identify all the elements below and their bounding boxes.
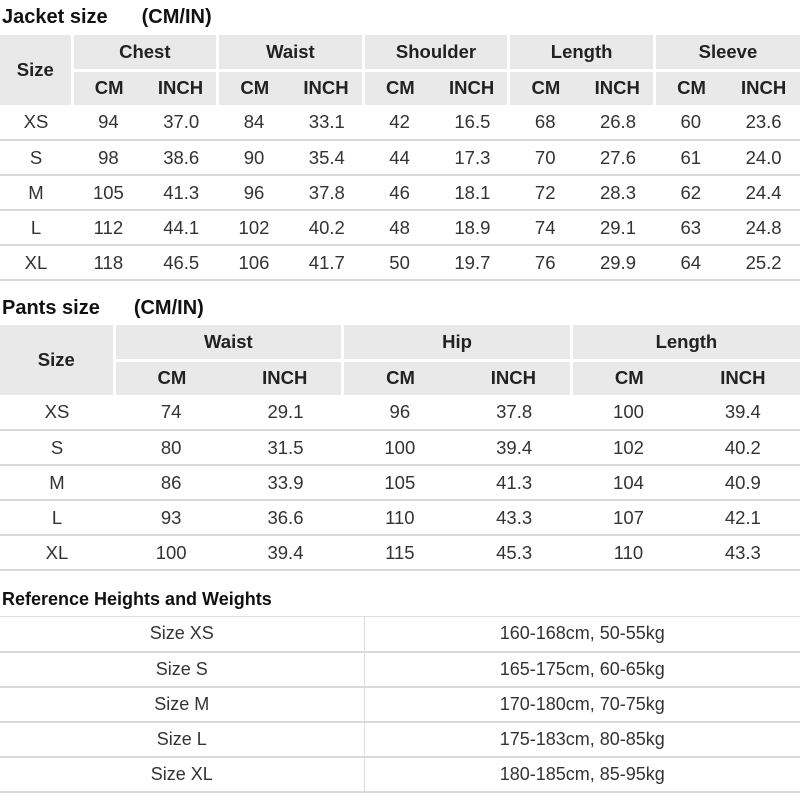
value-cell: 102 [571,430,685,465]
table-row [0,757,800,792]
pants-unit-text: (CM/IN) [133,297,204,319]
unit-header: CM [72,70,145,105]
table-row [0,430,800,465]
jacket-size-title [2,6,212,29]
group-header: Length [509,35,655,70]
size-header: Size [0,325,114,395]
value-cell: 44 [363,140,436,175]
value-cell: 36.6 [228,500,342,535]
value-cell: 28.3 [582,175,655,210]
group-header: Length [571,325,800,360]
jacket-unit-text: (CM/IN) [141,6,212,28]
unit-header: CM [343,360,457,395]
size-cell: L [0,210,72,245]
pants-title-text: Pants size [2,297,100,319]
value-cell: 44.1 [145,210,218,245]
table-row [0,722,800,757]
group-header: Sleeve [654,35,800,70]
value-cell: 38.6 [145,140,218,175]
value-cell: 72 [509,175,582,210]
value-cell: 37.8 [290,175,363,210]
value-cell: 18.1 [436,175,509,210]
value-cell: 74 [114,395,228,430]
unit-header: CM [363,70,436,105]
table-row [0,140,800,175]
table-row [0,105,800,140]
value-cell: 110 [571,535,685,570]
size-cell: XS [0,105,72,140]
value-cell: 60 [654,105,727,140]
value-cell: 24.8 [727,210,800,245]
value-cell: 19.7 [436,245,509,280]
header-row [0,325,800,360]
unit-header: INCH [228,360,342,395]
value-cell: 68 [509,105,582,140]
value-cell: 106 [218,245,291,280]
value-cell: 31.5 [228,430,342,465]
group-header: Chest [72,35,218,70]
value-cell: 24.4 [727,175,800,210]
value-cell: 41.3 [457,465,571,500]
height-weight-cell: 170-180cm, 70-75kg [364,687,800,722]
value-cell: 43.3 [457,500,571,535]
value-cell: 37.0 [145,105,218,140]
unit-header: CM [654,70,727,105]
value-cell: 100 [114,535,228,570]
size-cell: L [0,500,114,535]
value-cell: 115 [343,535,457,570]
value-cell: 41.3 [145,175,218,210]
table-row [0,652,800,687]
value-cell: 93 [114,500,228,535]
unit-header: INCH [727,70,800,105]
value-cell: 29.1 [228,395,342,430]
table-row [0,245,800,280]
value-cell: 29.9 [582,245,655,280]
reference-title [2,589,272,610]
jacket-title-text: Jacket size [2,6,108,28]
size-cell: S [0,430,114,465]
value-cell: 50 [363,245,436,280]
size-label-cell: Size L [0,722,364,757]
value-cell: 74 [509,210,582,245]
value-cell: 43.3 [686,535,800,570]
height-weight-cell: 165-175cm, 60-65kg [364,652,800,687]
jacket-size-table [0,35,800,281]
height-weight-cell: 180-185cm, 85-95kg [364,757,800,792]
value-cell: 63 [654,210,727,245]
value-cell: 16.5 [436,105,509,140]
size-cell: M [0,465,114,500]
value-cell: 23.6 [727,105,800,140]
value-cell: 80 [114,430,228,465]
group-header: Shoulder [363,35,509,70]
value-cell: 70 [509,140,582,175]
value-cell: 35.4 [290,140,363,175]
group-header: Waist [114,325,343,360]
value-cell: 86 [114,465,228,500]
header-row [0,35,800,70]
table-row [0,175,800,210]
table-row [0,617,800,652]
table-row [0,535,800,570]
value-cell: 42 [363,105,436,140]
value-cell: 41.7 [290,245,363,280]
value-cell: 39.4 [228,535,342,570]
value-cell: 40.2 [290,210,363,245]
unit-header: INCH [290,70,363,105]
value-cell: 40.9 [686,465,800,500]
value-cell: 46 [363,175,436,210]
size-cell: XL [0,535,114,570]
value-cell: 18.9 [436,210,509,245]
value-cell: 104 [571,465,685,500]
height-weight-cell: 175-183cm, 80-85kg [364,722,800,757]
pants-size-title [2,297,204,320]
value-cell: 33.9 [228,465,342,500]
value-cell: 26.8 [582,105,655,140]
value-cell: 64 [654,245,727,280]
value-cell: 96 [343,395,457,430]
value-cell: 24.0 [727,140,800,175]
unit-header: INCH [145,70,218,105]
value-cell: 33.1 [290,105,363,140]
size-label-cell: Size S [0,652,364,687]
reference-title-text: Reference Heights and Weights [2,589,272,609]
value-cell: 39.4 [457,430,571,465]
value-cell: 112 [72,210,145,245]
value-cell: 48 [363,210,436,245]
unit-header: INCH [686,360,800,395]
height-weight-cell: 160-168cm, 50-55kg [364,617,800,652]
unit-header: INCH [457,360,571,395]
value-cell: 105 [72,175,145,210]
value-cell: 118 [72,245,145,280]
size-label-cell: Size M [0,687,364,722]
value-cell: 94 [72,105,145,140]
value-cell: 45.3 [457,535,571,570]
value-cell: 110 [343,500,457,535]
size-header: Size [0,35,72,105]
table-row [0,395,800,430]
table-row [0,210,800,245]
value-cell: 105 [343,465,457,500]
unit-header: CM [218,70,291,105]
value-cell: 17.3 [436,140,509,175]
subheader-row [0,360,800,395]
group-header: Waist [218,35,364,70]
reference-table [0,616,800,793]
table-row [0,465,800,500]
value-cell: 98 [72,140,145,175]
size-cell: M [0,175,72,210]
table-row [0,687,800,722]
subheader-row [0,70,800,105]
unit-header: CM [114,360,228,395]
value-cell: 100 [571,395,685,430]
unit-header: INCH [436,70,509,105]
value-cell: 29.1 [582,210,655,245]
value-cell: 40.2 [686,430,800,465]
value-cell: 25.2 [727,245,800,280]
value-cell: 100 [343,430,457,465]
value-cell: 42.1 [686,500,800,535]
unit-header: CM [509,70,582,105]
size-label-cell: Size XS [0,617,364,652]
size-cell: XL [0,245,72,280]
value-cell: 46.5 [145,245,218,280]
size-cell: S [0,140,72,175]
value-cell: 102 [218,210,291,245]
value-cell: 107 [571,500,685,535]
unit-header: INCH [582,70,655,105]
unit-header: CM [571,360,685,395]
value-cell: 61 [654,140,727,175]
value-cell: 96 [218,175,291,210]
value-cell: 27.6 [582,140,655,175]
value-cell: 39.4 [686,395,800,430]
value-cell: 37.8 [457,395,571,430]
value-cell: 90 [218,140,291,175]
value-cell: 84 [218,105,291,140]
size-cell: XS [0,395,114,430]
group-header: Hip [343,325,572,360]
value-cell: 76 [509,245,582,280]
table-row [0,500,800,535]
pants-size-table [0,325,800,571]
value-cell: 62 [654,175,727,210]
size-label-cell: Size XL [0,757,364,792]
